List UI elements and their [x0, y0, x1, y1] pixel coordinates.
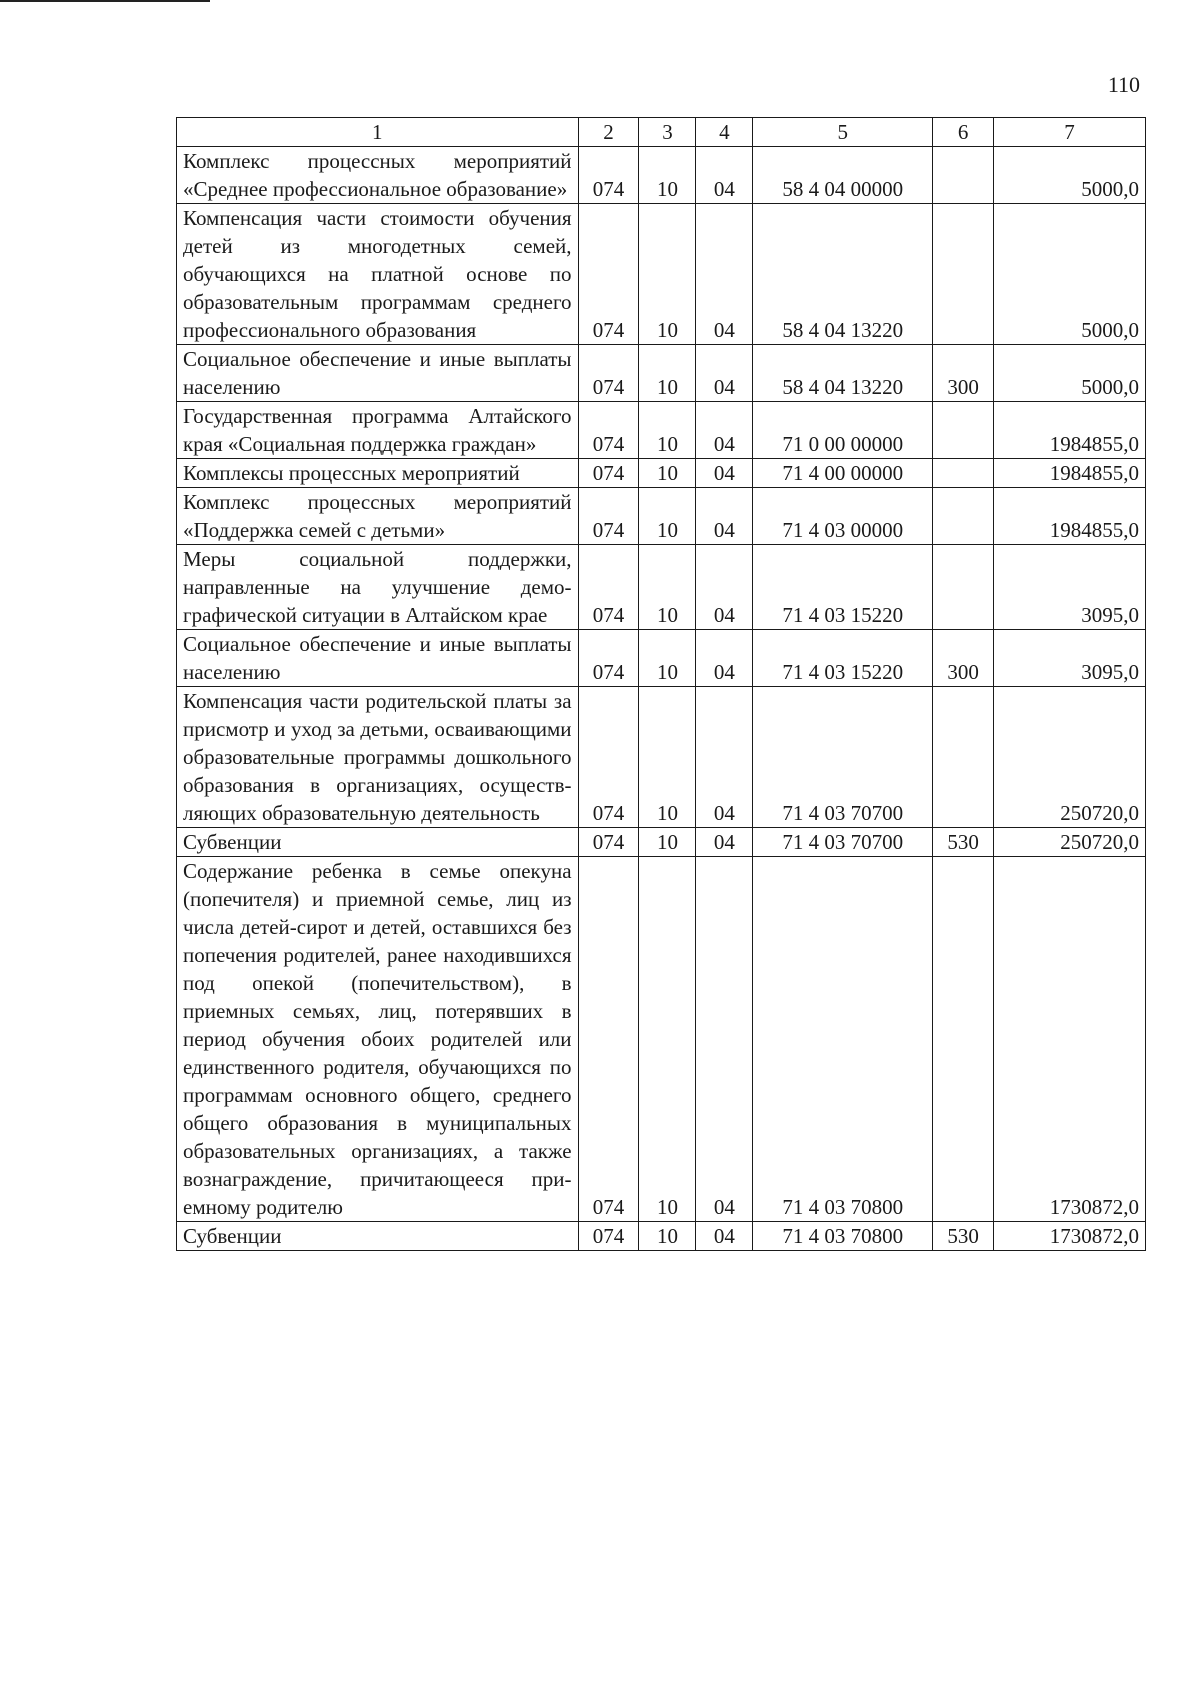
target-article-cell: 58 4 04 13220 — [753, 204, 933, 345]
expense-type-cell: 530 — [933, 828, 994, 857]
admin-code-cell: 074 — [578, 857, 639, 1222]
table-row — [177, 828, 1146, 857]
target-article-cell: 71 4 03 70700 — [753, 687, 933, 828]
table-row — [177, 459, 1146, 488]
target-article-cell: 71 4 03 70700 — [753, 828, 933, 857]
amount-cell: 250720,0 — [994, 687, 1146, 828]
subsection-cell: 04 — [696, 687, 753, 828]
target-article-cell: 58 4 04 13220 — [753, 345, 933, 402]
table-body — [177, 147, 1146, 1251]
amount-cell: 1984855,0 — [994, 402, 1146, 459]
subsection-cell: 04 — [696, 204, 753, 345]
admin-code-cell: 074 — [578, 204, 639, 345]
header-cell: 5 — [753, 118, 933, 147]
table-row — [177, 857, 1146, 1222]
header-cell: 3 — [639, 118, 696, 147]
admin-code-cell: 074 — [578, 1222, 639, 1251]
expense-type-cell — [933, 687, 994, 828]
admin-code-cell: 074 — [578, 345, 639, 402]
subsection-cell: 04 — [696, 402, 753, 459]
section-cell: 10 — [639, 204, 696, 345]
admin-code-cell: 074 — [578, 488, 639, 545]
expense-type-cell: 300 — [933, 630, 994, 687]
subsection-cell: 04 — [696, 345, 753, 402]
target-article-cell: 71 4 03 15220 — [753, 630, 933, 687]
row-name-cell: Компенсация части родительской платы за присмотр и уход за детьми, осваивающими образовательные программы дошкольного образования в организациях, осуществляющих образовательную деятельность — [177, 687, 579, 828]
header-cell: 2 — [578, 118, 639, 147]
table-row — [177, 402, 1146, 459]
table-row — [177, 630, 1146, 687]
section-cell: 10 — [639, 1222, 696, 1251]
subsection-cell: 04 — [696, 488, 753, 545]
row-name-cell: Социальное обеспечение и иные выплаты населению — [177, 630, 579, 687]
table-row — [177, 345, 1146, 402]
table-row — [177, 687, 1146, 828]
amount-cell: 5000,0 — [994, 345, 1146, 402]
admin-code-cell: 074 — [578, 687, 639, 828]
amount-cell: 1984855,0 — [994, 459, 1146, 488]
table-row — [177, 545, 1146, 630]
expense-type-cell — [933, 402, 994, 459]
admin-code-cell: 074 — [578, 402, 639, 459]
target-article-cell: 71 4 03 00000 — [753, 488, 933, 545]
expense-type-cell — [933, 857, 994, 1222]
target-article-cell: 71 4 03 70800 — [753, 1222, 933, 1251]
row-name-cell: Содержание ребенка в семье опекуна (попечителя) и приемной семье, лиц из числа детей-сирот и детей, оставшихся без попечения родителей, ранее находившихся под опекой (попечительством), в приемных семьях, лиц, потерявших в период обучения обоих родителей или единственного родителя, обучающихся по программам основного общего, среднего общего образования в муниципальных образовательных организациях, а также вознаграждение, причитающееся приемному родителю — [177, 857, 579, 1222]
subsection-cell: 04 — [696, 1222, 753, 1251]
expense-type-cell — [933, 147, 994, 204]
section-cell: 10 — [639, 687, 696, 828]
row-name-cell: Государственная программа Алтайского края «Социальная поддержка граждан» — [177, 402, 579, 459]
target-article-cell: 71 4 03 70800 — [753, 857, 933, 1222]
admin-code-cell: 074 — [578, 630, 639, 687]
table-row — [177, 204, 1146, 345]
section-cell: 10 — [639, 488, 696, 545]
section-cell: 10 — [639, 857, 696, 1222]
row-name-cell: Меры социальной поддержки, направленные на улучшение демографической ситуации в Алтайском крае — [177, 545, 579, 630]
header-cell: 7 — [994, 118, 1146, 147]
section-cell: 10 — [639, 828, 696, 857]
target-article-cell: 71 0 00 00000 — [753, 402, 933, 459]
header-cell: 1 — [177, 118, 579, 147]
row-name-cell: Компенсация части стоимости обучения детей из многодетных семей, обучающихся на платной основе по образовательным программам среднего профессионального образования — [177, 204, 579, 345]
section-cell: 10 — [639, 147, 696, 204]
subsection-cell: 04 — [696, 630, 753, 687]
amount-cell: 3095,0 — [994, 630, 1146, 687]
page-number: 110 — [1107, 72, 1140, 97]
section-cell: 10 — [639, 630, 696, 687]
table-row — [177, 147, 1146, 204]
header-row — [177, 118, 1146, 147]
amount-cell: 250720,0 — [994, 828, 1146, 857]
subsection-cell: 04 — [696, 459, 753, 488]
target-article-cell: 71 4 03 15220 — [753, 545, 933, 630]
subsection-cell: 04 — [696, 545, 753, 630]
amount-cell: 3095,0 — [994, 545, 1146, 630]
expense-type-cell — [933, 488, 994, 545]
admin-code-cell: 074 — [578, 545, 639, 630]
amount-cell: 1984855,0 — [994, 488, 1146, 545]
row-name-cell: Комплекс процессных мероприятий «Поддержка семей с детьми» — [177, 488, 579, 545]
expense-type-cell — [933, 204, 994, 345]
row-name-cell: Субвенции — [177, 828, 579, 857]
section-cell: 10 — [639, 402, 696, 459]
expense-type-cell — [933, 459, 994, 488]
admin-code-cell: 074 — [578, 459, 639, 488]
header-cell: 6 — [933, 118, 994, 147]
subsection-cell: 04 — [696, 828, 753, 857]
expense-type-cell: 300 — [933, 345, 994, 402]
row-name-cell: Субвенции — [177, 1222, 579, 1251]
header-cell: 4 — [696, 118, 753, 147]
row-name-cell: Комплексы процессных мероприятий — [177, 459, 579, 488]
expense-type-cell — [933, 545, 994, 630]
budget-table — [176, 117, 1146, 1251]
amount-cell: 5000,0 — [994, 147, 1146, 204]
table-row — [177, 1222, 1146, 1251]
expense-type-cell: 530 — [933, 1222, 994, 1251]
row-name-cell: Комплекс процессных мероприятий «Среднее профессиональное образование» — [177, 147, 579, 204]
amount-cell: 1730872,0 — [994, 1222, 1146, 1251]
subsection-cell: 04 — [696, 857, 753, 1222]
table-row — [177, 488, 1146, 545]
row-name-cell: Социальное обеспечение и иные выплаты населению — [177, 345, 579, 402]
admin-code-cell: 074 — [578, 147, 639, 204]
amount-cell: 5000,0 — [994, 204, 1146, 345]
target-article-cell: 71 4 00 00000 — [753, 459, 933, 488]
target-article-cell: 58 4 04 00000 — [753, 147, 933, 204]
admin-code-cell: 074 — [578, 828, 639, 857]
top-rule — [0, 0, 210, 2]
subsection-cell: 04 — [696, 147, 753, 204]
amount-cell: 1730872,0 — [994, 857, 1146, 1222]
section-cell: 10 — [639, 345, 696, 402]
section-cell: 10 — [639, 459, 696, 488]
section-cell: 10 — [639, 545, 696, 630]
